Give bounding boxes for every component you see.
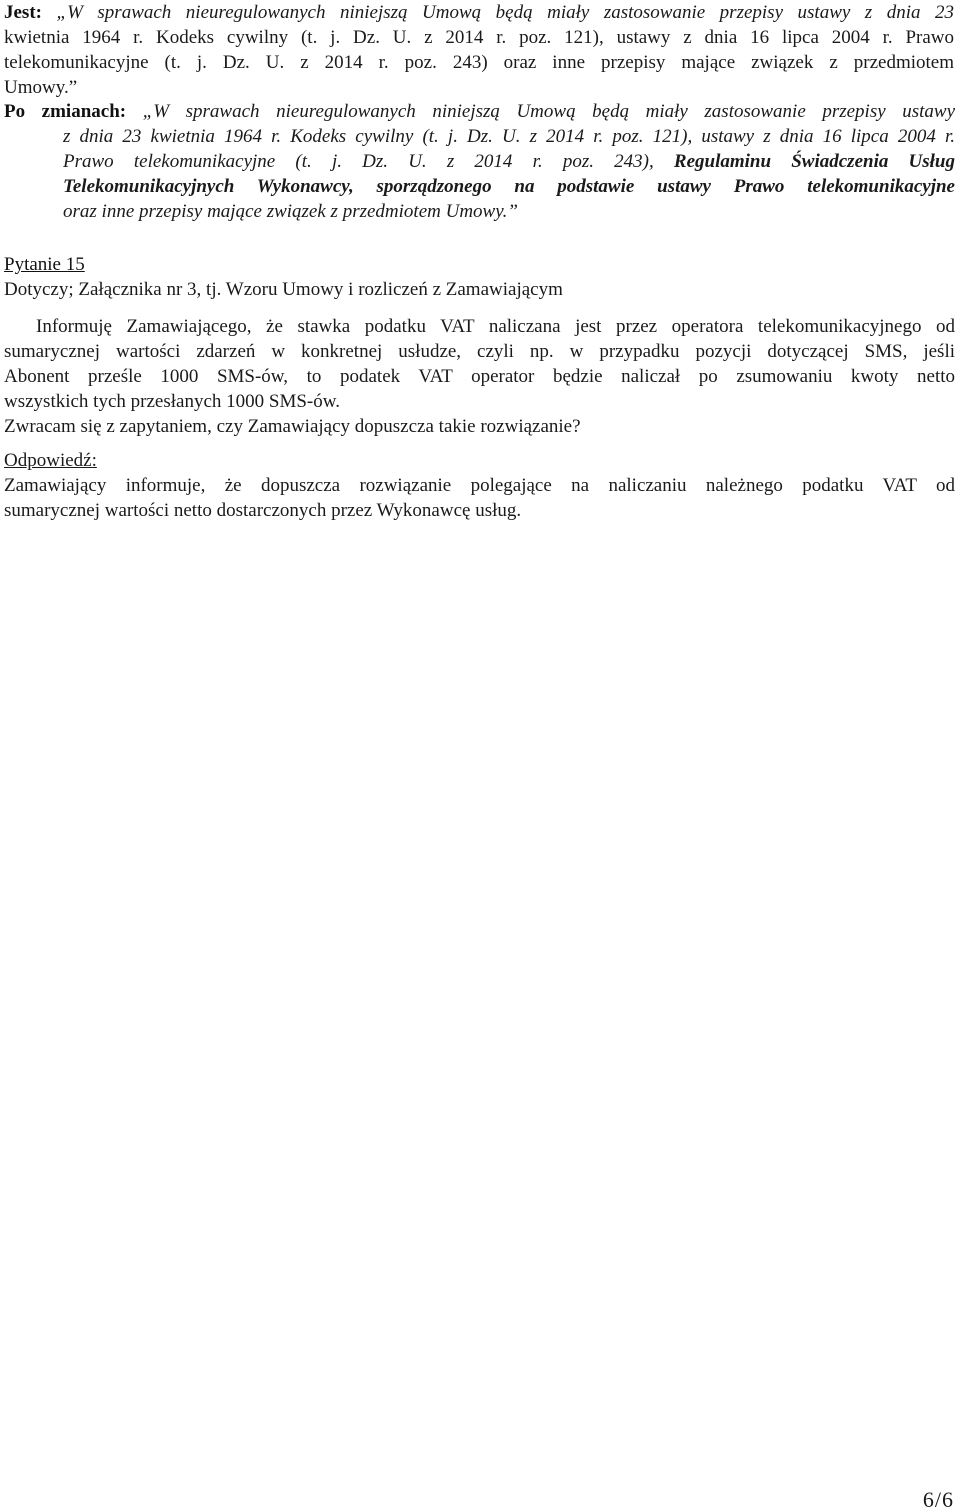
jest-text-line-2: kwietnia 1964 r. Kodeks cywilny (t. j. Dz. U. z 2014 r. poz. 121), ustawy z dnia 16 lipca 2004 r. Prawo xyxy=(4,27,954,48)
po-zmianach-text-line-4: Telekomunikacyjnych Wykonawcy, sporządzonego na podstawie ustawy Prawo telekomunikacyjne xyxy=(63,176,955,197)
question-title: Pytanie 15 xyxy=(4,254,85,275)
po-zmianach-text-line-1: „W sprawach nieuregulowanych niniejszą Umową będą miały zastosowanie przepisy ustawy xyxy=(142,101,955,122)
answer-text-line-1: Zamawiający informuje, że dopuszcza rozwiązanie polegające na naliczaniu należnego podatku VAT od xyxy=(4,475,955,496)
jest-text-line-1: „W sprawach nieuregulowanych niniejszą Umową będą miały zastosowanie przepisy ustawy z dnia 23 xyxy=(56,2,954,23)
question-text-line-4: wszystkich tych przesłanych 1000 SMS-ów. xyxy=(4,391,340,412)
question-text-line-2: sumarycznej wartości zdarzeń w konkretnej usłudze, czyli np. w przypadku pozycji dotyczącej SMS, jeśli xyxy=(4,341,955,362)
jest-text-line-4: Umowy.” xyxy=(4,77,78,98)
answer-text-line-2: sumarycznej wartości netto dostarczonych przez Wykonawcę usług. xyxy=(4,500,522,521)
answer-label: Odpowiedź: xyxy=(4,450,97,471)
po-zmianach-label: Po zmianach: xyxy=(4,101,127,122)
jest-line-1 xyxy=(4,0,954,25)
po-zmianach-text-line-3: Prawo telekomunikacyjne (t. j. Dz. U. z 2014 r. poz. 243), xyxy=(63,151,654,172)
page-number: 6/6 xyxy=(922,1487,954,1512)
po-zmianach-regulamin-text: Regulaminu Świadczenia Usług xyxy=(673,151,955,172)
po-zmianach-text-line-2: z dnia 23 kwietnia 1964 r. Kodeks cywilny (t. j. Dz. U. z 2014 r. poz. 121), ustawy z dnia 16 lipca 2004 r. xyxy=(63,126,955,147)
question-subject: Dotyczy; Załącznika nr 3, tj. Wzoru Umowy i rozliczeń z Zamawiającym xyxy=(4,279,563,300)
po-zmianach-section xyxy=(4,99,955,224)
answer-body xyxy=(4,473,955,523)
question-text-line-3: Abonent prześle 1000 SMS-ów, to podatek VAT operator będzie naliczał po zsumowaniu kwoty netto xyxy=(4,366,955,387)
po-zmianach-line-1 xyxy=(4,99,955,124)
jest-text-line-3: telekomunikacyjne (t. j. Dz. U. z 2014 r. poz. 243) oraz inne przepisy mające związek z przedmiotem xyxy=(4,52,954,73)
jest-label: Jest: xyxy=(4,2,42,23)
question-text-line-1: Informuję Zamawiającego, że stawka podatku VAT naliczana jest przez operatora telekomunikacyjnego od xyxy=(36,316,955,337)
question-body xyxy=(4,314,955,439)
po-zmianach-text-line-5: oraz inne przepisy mające związek z przedmiotem Umowy.” xyxy=(63,201,518,222)
jest-section xyxy=(4,0,954,100)
po-zmianach-line-3 xyxy=(63,149,955,174)
question-text-line-5: Zwracam się z zapytaniem, czy Zamawiający dopuszcza takie rozwiązanie? xyxy=(4,416,581,437)
